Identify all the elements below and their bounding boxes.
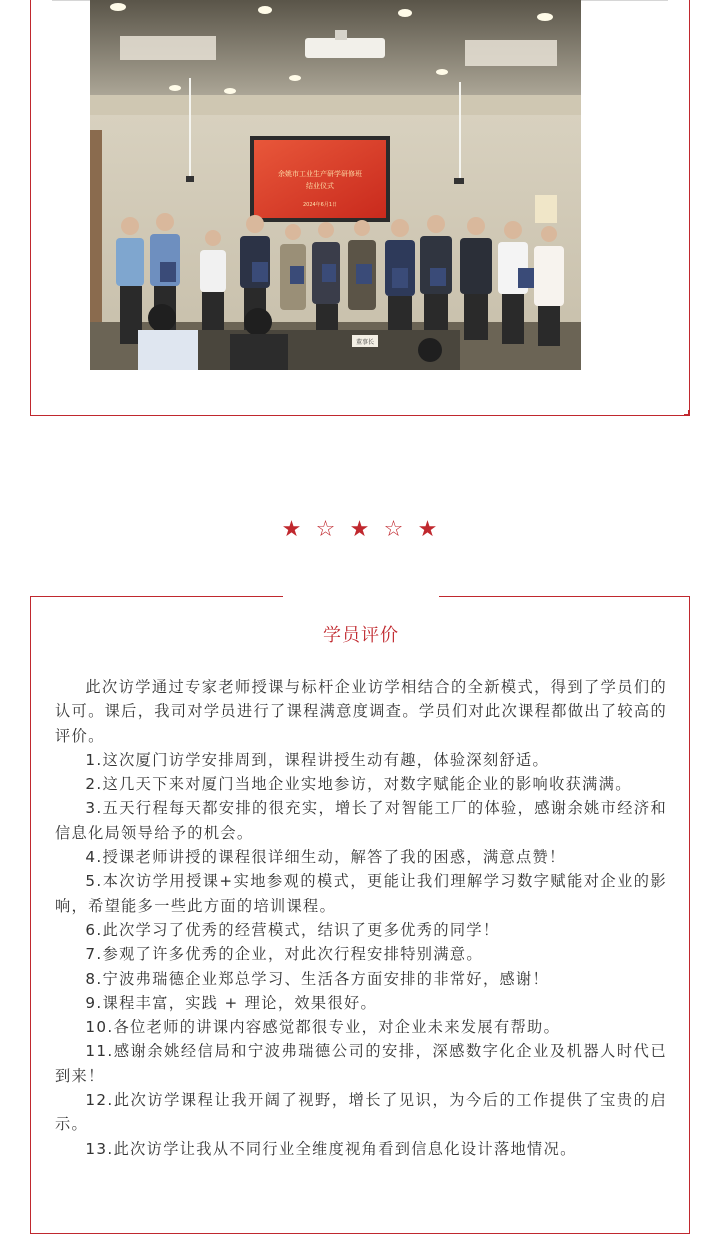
star-outline-icon: ☆: [383, 517, 404, 542]
star-outline-icon: ☆: [315, 517, 336, 542]
evaluation-item: 13.此次访学让我从不同行业全维度视角看到信息化设计落地情况。: [85, 1139, 577, 1158]
evaluation-title: 学员评价: [319, 621, 403, 651]
table-name-card: 董事长: [355, 339, 375, 346]
frame-corner-mark: [684, 410, 690, 416]
evaluation-item: 3.五天行程每天都安排的很充实，增长了对智能工厂的体验，感谢余姚市经济和信息化局领导给予的机会。: [55, 799, 667, 842]
evaluation-item: 10.各位老师的讲课内容感觉都很专业，对企业未来发展有帮助。: [85, 1018, 561, 1037]
evaluation-item: 6.此次学习了优秀的经营模式，结识了更多优秀的同学！: [85, 920, 500, 939]
evaluation-item: 11.感谢余姚经信局和宁波弗瑞德公司的安排，深感数字化企业及机器人时代已到来！: [55, 1042, 667, 1085]
evaluation-item: 7.参观了许多优秀的企业，对此次行程安排特别满意。: [85, 945, 483, 964]
screen-banner-line-1: 余姚市工业生产研学研修班: [278, 170, 362, 178]
evaluation-body: [55, 675, 667, 1161]
evaluation-item: 5.本次访学用授课+实地参观的模式，更能让我们理解学习数字赋能对企业的影响，希望能多一些此方面的培训课程。: [55, 872, 667, 915]
evaluation-card: [30, 596, 690, 1234]
evaluation-intro: 此次访学通过专家老师授课与标杆企业访学相结合的全新模式，得到了学员们的认可。课后，我司对学员进行了课程满意度调查。学员们对此次课程都做出了较高的评价。: [55, 678, 667, 745]
star-filled-icon: ★: [349, 517, 370, 542]
evaluation-item: 12.此次访学课程让我开阔了视野，增长了见识，为今后的工作提供了宝贵的启示。: [55, 1091, 667, 1134]
group-photo: [90, 0, 581, 370]
screen-banner-line-2: 结业仪式: [306, 182, 334, 190]
evaluation-item: 8.宁波弗瑞德企业郑总学习、生活各方面安排的非常好，感谢！: [85, 969, 550, 988]
evaluation-item: 4.授课老师讲授的课程很详细生动，解答了我的困惑，满意点赞！: [85, 848, 566, 867]
star-filled-icon: ★: [417, 517, 438, 542]
title-gap: [283, 595, 439, 599]
star-divider: [0, 514, 719, 546]
evaluation-item: 1.这次厦门访学安排周到，课程讲授生动有趣，体验深刻舒适。: [85, 750, 550, 769]
evaluation-item: 2.这几天下来对厦门当地企业实地参访，对数字赋能企业的影响收获满满。: [85, 775, 632, 794]
evaluation-title-wrap: [31, 621, 691, 651]
evaluation-item: 9.课程丰富，实践 + 理论，效果很好。: [85, 993, 378, 1012]
screen-banner-date: 2024年6月1日: [302, 202, 338, 208]
star-filled-icon: ★: [281, 517, 302, 542]
